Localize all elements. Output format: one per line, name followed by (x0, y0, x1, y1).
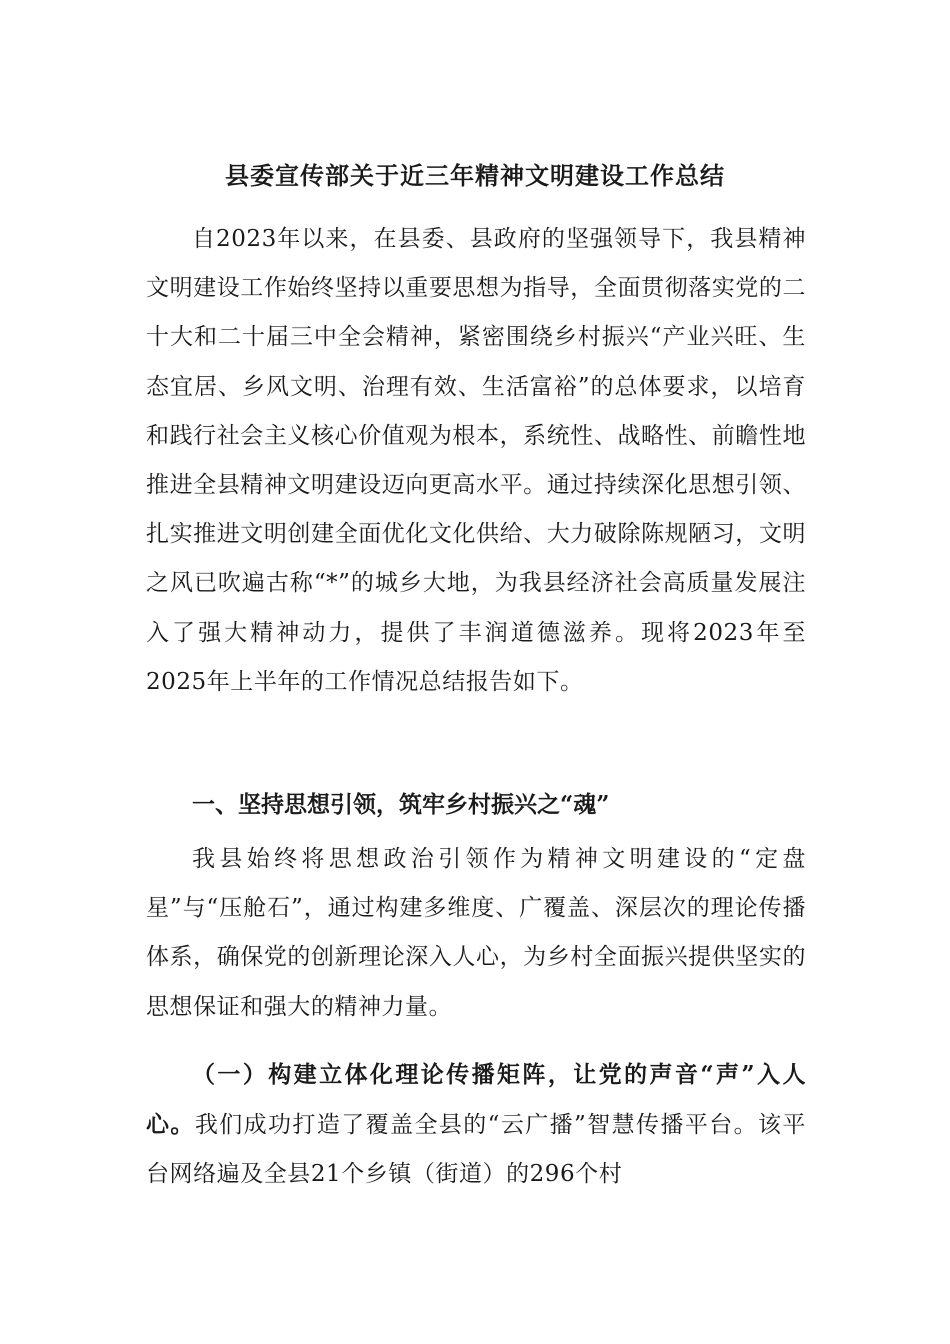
subsection-1-paragraph (146, 1050, 806, 1200)
section-1-paragraph: 我县始终将思想政治引领作为精神文明建设的“定盘星”与“压舱石”，通过构建多维度、广覆盖、深层次的理论传播体系，确保党的创新理论深入人心，为乡村全面振兴提供坚实的思想保证和强大的精神力量。 (146, 846, 806, 1020)
section-1-heading: 一、坚持思想引领，筑牢乡村振兴之“魂” (192, 791, 610, 818)
document-title: 县委宣传部关于近三年精神文明建设工作总结 (225, 161, 725, 190)
intro-paragraph: 自2023年以来，在县委、县政府的坚强领导下，我县精神文明建设工作始终坚持以重要思想为指导，全面贯彻落实党的二十大和二十届三中全会精神，紧密围绕乡村振兴“产业兴旺、生态宜居、乡风文明、治理有效、生活富裕”的总体要求，以培育和践行社会主义核心价值观为根本，系统性、战略性、前瞻性地推进全县精神文明建设迈向更高水平。通过持续深化思想引领、扎实推进文明创建全面优化文化供给、大力破除陈规陋习，文明之风已吹遍古称“*”的城乡大地，为我县经济社会高质量发展注入了强大精神动力，提供了丰润道德滋养。现将2023年至2025年上半年的工作情况总结报告如下。 (146, 226, 806, 695)
subsection-1-heading: （一）构建立体化理论传播矩阵，让党的声音“声”入人心。 (146, 1061, 806, 1139)
subsection-1-text: 我们成功打造了覆盖全县的“云广播”智慧传播平台。该平台网络遍及全县21个乡镇（街道）的296个村 (146, 1112, 806, 1188)
